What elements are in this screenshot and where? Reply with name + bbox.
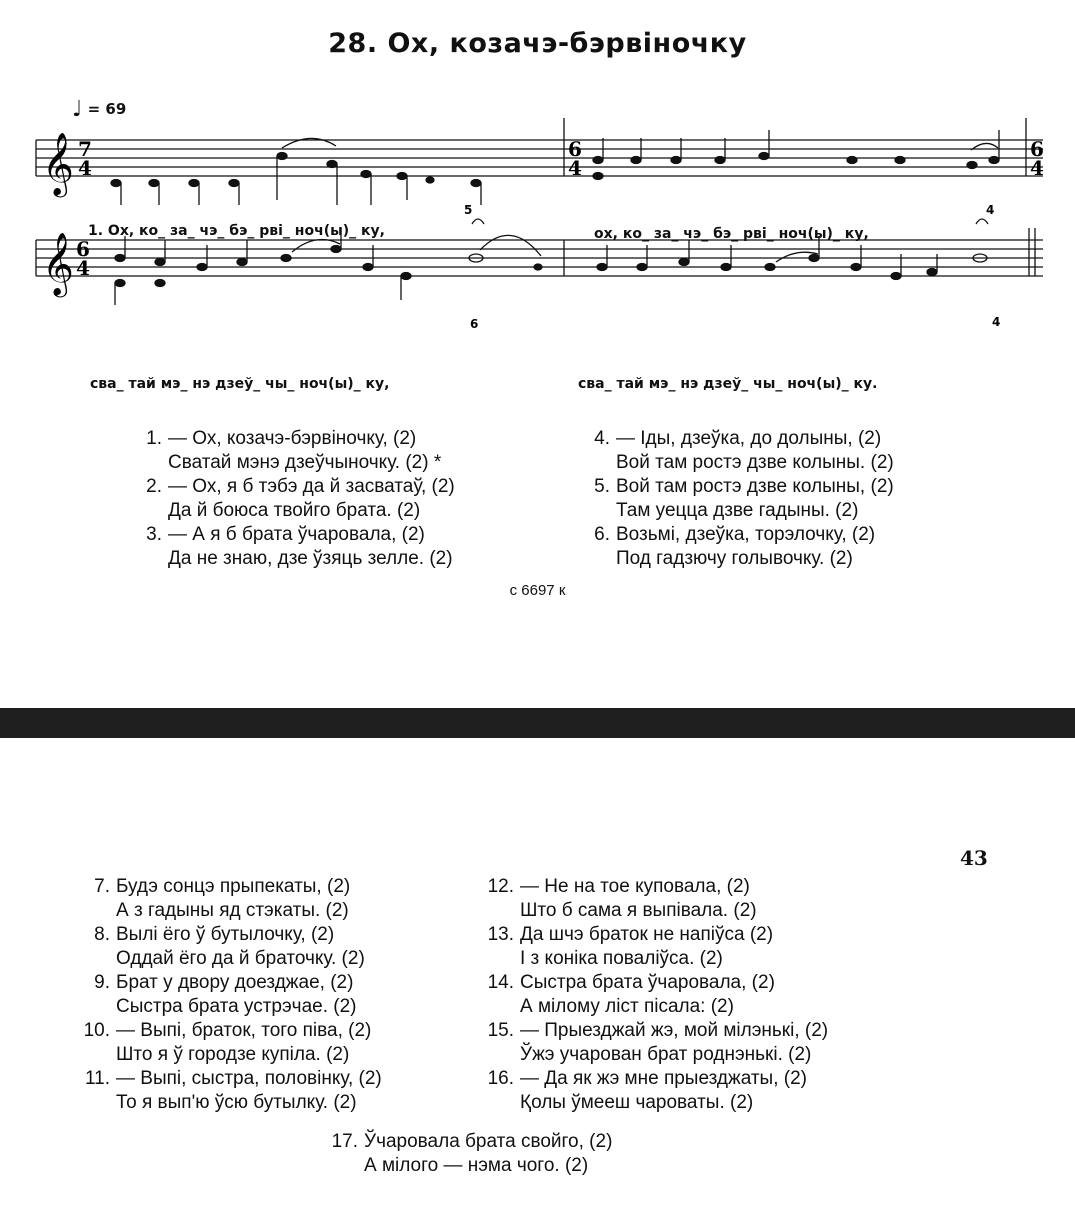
verse-line: Сыстра брата ўчаровала, (2)	[520, 972, 775, 993]
verse-line: Да шчэ браток не напіўса (2)	[520, 924, 774, 945]
song-title: 28. Ох, козачэ-бэрвіночку	[328, 28, 747, 59]
lyrics-line-2b: сва_ тай мэ_ нэ дзеў_ чы_ ноч(ы)_ ку.	[578, 376, 878, 392]
fermata-number-1: 5	[464, 203, 473, 217]
fermata-number-4: 4	[992, 315, 1001, 329]
verse-line: Возьмі, дзеўка, торэлочку, (2)	[616, 524, 876, 545]
verse-line: А з гадыны яд стэкаты. (2)	[116, 900, 349, 921]
verse-line: А мілого — нэма чого. (2)	[364, 1155, 589, 1176]
music-staff-1	[36, 130, 1044, 195]
verse	[132, 427, 455, 475]
time-sig-den-4: 4	[76, 256, 90, 280]
verse	[80, 875, 382, 923]
verse-number: 2.	[146, 476, 162, 497]
verse-number: 16.	[487, 1068, 514, 1089]
verse-line: Под гадзючу голывочку. (2)	[616, 548, 853, 569]
time-sig-num-4: 6	[76, 237, 90, 261]
verse	[328, 1130, 612, 1178]
page-divider	[0, 708, 1075, 738]
page-number: 43	[960, 846, 988, 870]
verse-line: — Іды, дзеўка, до долыны, (2)	[616, 428, 882, 449]
lower-page	[0, 738, 1075, 1211]
verse	[580, 427, 894, 475]
time-sig-num-2: 6	[568, 137, 582, 161]
verse-number: 8.	[94, 924, 110, 945]
verse-number: 4.	[594, 428, 610, 449]
verse-line: Што б сама я выпівала. (2)	[520, 900, 757, 921]
verse-number: 12.	[487, 876, 514, 897]
verse-line: Брат у двору доезджае, (2)	[116, 972, 354, 993]
quarter-note-icon: ♩	[72, 97, 83, 122]
verse	[484, 875, 828, 923]
verse-line: І з коніка поваліўса. (2)	[520, 948, 723, 969]
staff-2-notation	[36, 203, 1043, 368]
fermata-number-3: 4	[986, 203, 995, 217]
verse-line: Вылі ёго ў бутылочку, (2)	[116, 924, 335, 945]
verse	[484, 1067, 828, 1115]
verses-bottom-center	[328, 1130, 612, 1178]
verse-line: Сватай мэнэ дзеўчыночку. (2) *	[168, 452, 442, 473]
verse-number: 11.	[84, 1068, 110, 1089]
verse-line: Будэ сонцэ прыпекаты, (2)	[116, 876, 351, 897]
verse-line: — Прыезджай жэ, мой мілэнькі, (2)	[520, 1020, 829, 1041]
verse	[80, 1019, 382, 1067]
time-sig-den-1: 4	[78, 156, 92, 180]
verse	[580, 523, 894, 571]
time-sig-num-1: 7	[78, 137, 92, 161]
verse-line: Да не знаю, дзе ўзяць зелле. (2)	[168, 548, 453, 569]
verse	[484, 1019, 828, 1067]
verse-line: Сыстра брата устрэчае. (2)	[116, 996, 357, 1017]
fermata-number-2: 6	[470, 317, 479, 331]
verse	[484, 923, 828, 971]
verse-number: 14.	[487, 972, 514, 993]
time-sig-num-3: 6	[1030, 137, 1044, 161]
verse-number: 9.	[94, 972, 110, 993]
verses-bottom-left	[80, 875, 382, 1115]
verse	[580, 475, 894, 523]
verse-line: Ўжэ учарован брат роднэнькі. (2)	[520, 1044, 812, 1065]
verse-line: Вой там ростэ дзве колыны, (2)	[616, 476, 894, 497]
verse-line: Там уецца дзве гадыны. (2)	[616, 500, 859, 521]
verse-line: Ўчаровала брата свойго, (2)	[364, 1131, 613, 1152]
tempo-value: = 69	[87, 100, 127, 118]
verse-number: 17.	[331, 1131, 358, 1152]
verse-line: — Выпі, сыстра, половінку, (2)	[116, 1068, 382, 1089]
verse-number: 7.	[94, 876, 110, 897]
treble-clef-icon-2: 𝄞	[42, 232, 74, 295]
verse-number: 15.	[487, 1020, 514, 1041]
verse-line: Оддай ёго да й браточку. (2)	[116, 948, 365, 969]
verse-line: Қолы ўмееш чароваты. (2)	[520, 1092, 754, 1113]
treble-clef-icon: 𝄞	[42, 132, 74, 195]
verse-line: — Да як жэ мне прыезджаты, (2)	[520, 1068, 807, 1089]
verse-line: — Не на тое куповала, (2)	[520, 876, 750, 897]
verses-top-left	[132, 427, 455, 571]
verses-top-right	[580, 427, 894, 571]
verse	[80, 1067, 382, 1115]
verse-number: 1.	[146, 428, 162, 449]
verse-number: 13.	[487, 924, 514, 945]
verse-number: 10.	[83, 1020, 110, 1041]
verse-number: 5.	[594, 476, 610, 497]
verse-number: 6.	[594, 524, 610, 545]
verse	[132, 475, 455, 523]
verse	[80, 923, 382, 971]
verse-line: — Выпі, браток, того піва, (2)	[116, 1020, 372, 1041]
catalog-reference: с 6697 к	[509, 582, 566, 599]
verse-line: Што я ў городзе купіла. (2)	[116, 1044, 350, 1065]
verse	[80, 971, 382, 1019]
verse-line: Да й боюса твойго брата. (2)	[168, 500, 421, 521]
verses-bottom-right	[484, 875, 828, 1115]
staff-1-notation	[36, 90, 1043, 230]
verse-line: То я вып'ю ўсю бутылку. (2)	[116, 1092, 357, 1113]
verse-line: — Ох, козачэ-бэрвіночку, (2)	[168, 428, 417, 449]
verse-number: 3.	[146, 524, 162, 545]
verse	[484, 971, 828, 1019]
verse-line: Вой там ростэ дзве колыны. (2)	[616, 452, 894, 473]
verse-line: — А я б брата ўчаровала, (2)	[168, 524, 425, 545]
verse-line: — Ох, я б тэбэ да й засватаў, (2)	[168, 476, 455, 497]
time-sig-den-2: 4	[568, 156, 582, 180]
lyrics-line-1a: 1. Ох, ко_ за_ чэ_ бэ_ рві_ ноч(ы)_ ку,	[88, 223, 385, 239]
lyrics-line-2a: сва_ тай мэ_ нэ дзеў_ чы_ ноч(ы)_ ку,	[90, 376, 390, 392]
verse-line: А мілому ліст пісала: (2)	[520, 996, 734, 1017]
lyrics-line-1b: ох, ко_ за_ чэ_ бэ_ рві_ ноч(ы)_ ку,	[594, 226, 869, 242]
time-sig-den-3: 4	[1030, 156, 1044, 180]
verse	[132, 523, 455, 571]
